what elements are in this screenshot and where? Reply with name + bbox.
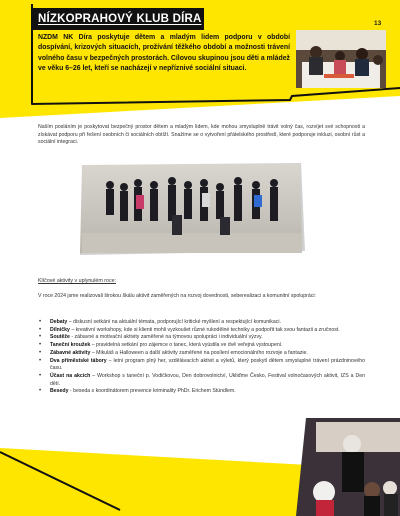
page-number: 13 <box>374 20 382 27</box>
activities-list <box>38 319 365 396</box>
list-item: • Besedy - beseda s koordinátorem prevence kriminality PhDr. Erichem Stündlem. <box>39 388 236 395</box>
kids-activity-photo <box>296 30 386 88</box>
group-photo <box>80 163 305 255</box>
mission-paragraph: Naším posláním je poskytovat bezpečný prostor dětem a mladým lidem, kde mohou smysluplně trávit volný čas, rozvíjet své schopnosti a získávat podporu při řešení osobních či sociálních obtíží. Snažíme se o vytvoření přátelského prostředí, které podporuje inkluzi, osobní růst a sociální integraci. <box>38 124 365 146</box>
list-item: • Taneční kroužek – pravidelná setkání pro zájemce o tanec, která vyústila ve dvě veřejná vystoupení. <box>39 342 283 349</box>
activities-heading: Klíčové aktivity v uplynulém roce: <box>38 278 117 284</box>
list-item: • Účast na akcích – Workshop s taneční p. Vodičkovou, Den dobrovolnictví, Ukliďme Česko, Festival volnočasových aktivit, IZS a Den dětí. <box>39 372 365 387</box>
list-item: • Dílničky – kreativní workshopy, kde si klienti mohli vyzkoušet různé rukodělné techniky a podpořit tak svou fantazii a zručnost. <box>39 326 340 333</box>
list-item: • Zábavné aktivity – Mikuláš a Halloween a další aktivity zaměřené na posílení emocionálního rozvoje a fantazie. <box>39 349 308 356</box>
list-item: • Debaty – diskusní setkání na aktuální témata, podporující kritické myšlení a respektující komunikaci. <box>39 319 281 325</box>
list-item: • Soutěže - zábavné a motivační aktivity zaměřené na týmovou spolupráci i individuální výzvy. <box>39 334 263 341</box>
list-item: • Dva příměstské tábory – letní program plný her, vzdělávacích aktivit a výletů, který poskytl dětem smysluplné trávení prázdninového času. <box>39 357 365 372</box>
halloween-photo <box>296 418 400 516</box>
page-title: NÍZKOPRAHOVÝ KLUB DÍRA <box>38 13 202 25</box>
activities-intro: V roce 2024 jsme realizovali širokou škálu aktivit zaměřených na rozvoj dovednosti, seberealizaci a komunitní spolupráci: <box>38 293 316 299</box>
intro-text: NZDM NK Díra poskytuje dětem a mladým lidem podporu v období dospívání, krizových situacích, prožívání těžkého období a možnosti trávení volného času v bezpečných prostorách. Cílovou skupinou jsou děti a mládež ve věku 6–26 let, kteří se nacházejí v nepříznivé sociální situaci. <box>38 34 290 72</box>
